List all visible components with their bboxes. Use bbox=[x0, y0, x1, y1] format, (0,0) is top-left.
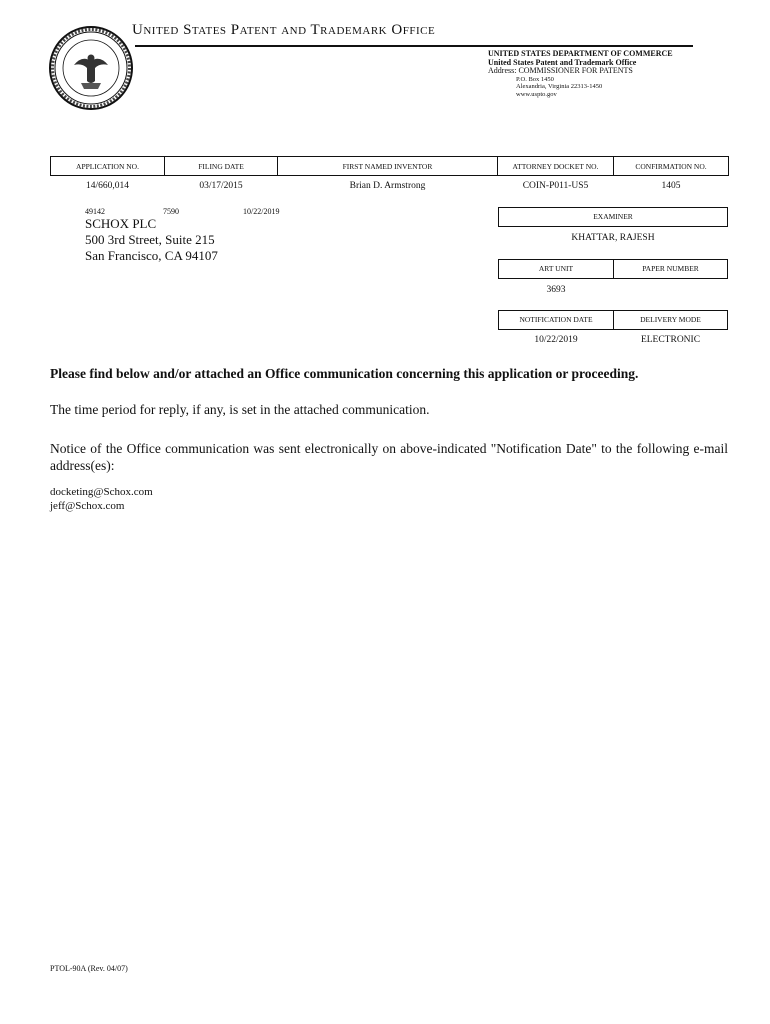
examiner-label: EXAMINER bbox=[498, 207, 728, 227]
col-attorney-docket: ATTORNEY DOCKET NO. bbox=[498, 157, 614, 176]
time-period-text: The time period for reply, if any, is set in the attached communication. bbox=[50, 402, 430, 417]
department-block bbox=[488, 50, 673, 98]
address-po-box: P.O. Box 1450 bbox=[516, 75, 554, 83]
paper-number-label: PAPER NUMBER bbox=[613, 259, 728, 279]
address-city: Alexandria, Virginia 22313-1450 bbox=[516, 83, 603, 90]
firm-name: SCHOX PLC bbox=[85, 216, 157, 231]
application-no-value: 14/660,014 bbox=[85, 181, 129, 191]
email-address: jeff@Schox.com bbox=[50, 500, 125, 512]
first-inventor-value: Brian D. Armstrong bbox=[349, 181, 426, 191]
office-line: United States Patent and Trademark Office bbox=[488, 57, 637, 67]
col-confirmation-no: CONFIRMATION NO. bbox=[614, 157, 729, 176]
city-state-zip: San Francisco, CA 94107 bbox=[85, 248, 218, 263]
delivery-mode-value: ELECTRONIC bbox=[640, 335, 701, 345]
correspondence-date: 10/22/2019 bbox=[243, 207, 280, 216]
address-website: www.uspto.gov bbox=[516, 90, 557, 98]
application-table bbox=[50, 156, 729, 192]
form-number: PTOL-90A (Rev. 04/07) bbox=[50, 964, 128, 973]
col-first-inventor: FIRST NAMED INVENTOR bbox=[278, 157, 498, 176]
art-unit-label: ART UNIT bbox=[498, 259, 614, 279]
application-table-row bbox=[51, 176, 729, 193]
uspto-seal-icon bbox=[48, 25, 134, 111]
delivery-mode-label: DELIVERY MODE bbox=[613, 310, 728, 330]
confirmation-no-value: 1405 bbox=[661, 181, 681, 191]
office-title: United States Patent and Trademark Office bbox=[132, 22, 436, 38]
notification-date-label: NOTIFICATION DATE bbox=[498, 310, 614, 330]
filing-date-value: 03/17/2015 bbox=[199, 181, 243, 191]
notification-date-value: 10/22/2019 bbox=[534, 335, 578, 345]
email-address: docketing@Schox.com bbox=[50, 486, 153, 498]
correspondence-address bbox=[85, 216, 218, 264]
notice-heading: Please find below and/or attached an Office communication concerning this application or proceeding. bbox=[50, 366, 639, 381]
col-filing-date: FILING DATE bbox=[165, 157, 278, 176]
col-application-no: APPLICATION NO. bbox=[51, 157, 165, 176]
correspondence-code: 7590 bbox=[163, 207, 179, 216]
application-table-header bbox=[51, 157, 729, 176]
attorney-docket-value: COIN-P011-US5 bbox=[522, 181, 589, 191]
email-list bbox=[50, 485, 153, 513]
examiner-name: KHATTAR, RAJESH bbox=[571, 233, 655, 243]
customer-number: 49142 bbox=[85, 207, 105, 216]
art-unit-value: 3693 bbox=[546, 285, 566, 295]
notice-text: Notice of the Office communication was sent electronically on above-indicated "Notification Date" to the following e-mail address(es): bbox=[50, 441, 728, 473]
address-line: Address: COMMISSIONER FOR PATENTS bbox=[488, 66, 633, 75]
title-rule bbox=[135, 45, 693, 47]
street-address: 500 3rd Street, Suite 215 bbox=[85, 232, 215, 247]
department-line: UNITED STATES DEPARTMENT OF COMMERCE bbox=[488, 49, 673, 58]
